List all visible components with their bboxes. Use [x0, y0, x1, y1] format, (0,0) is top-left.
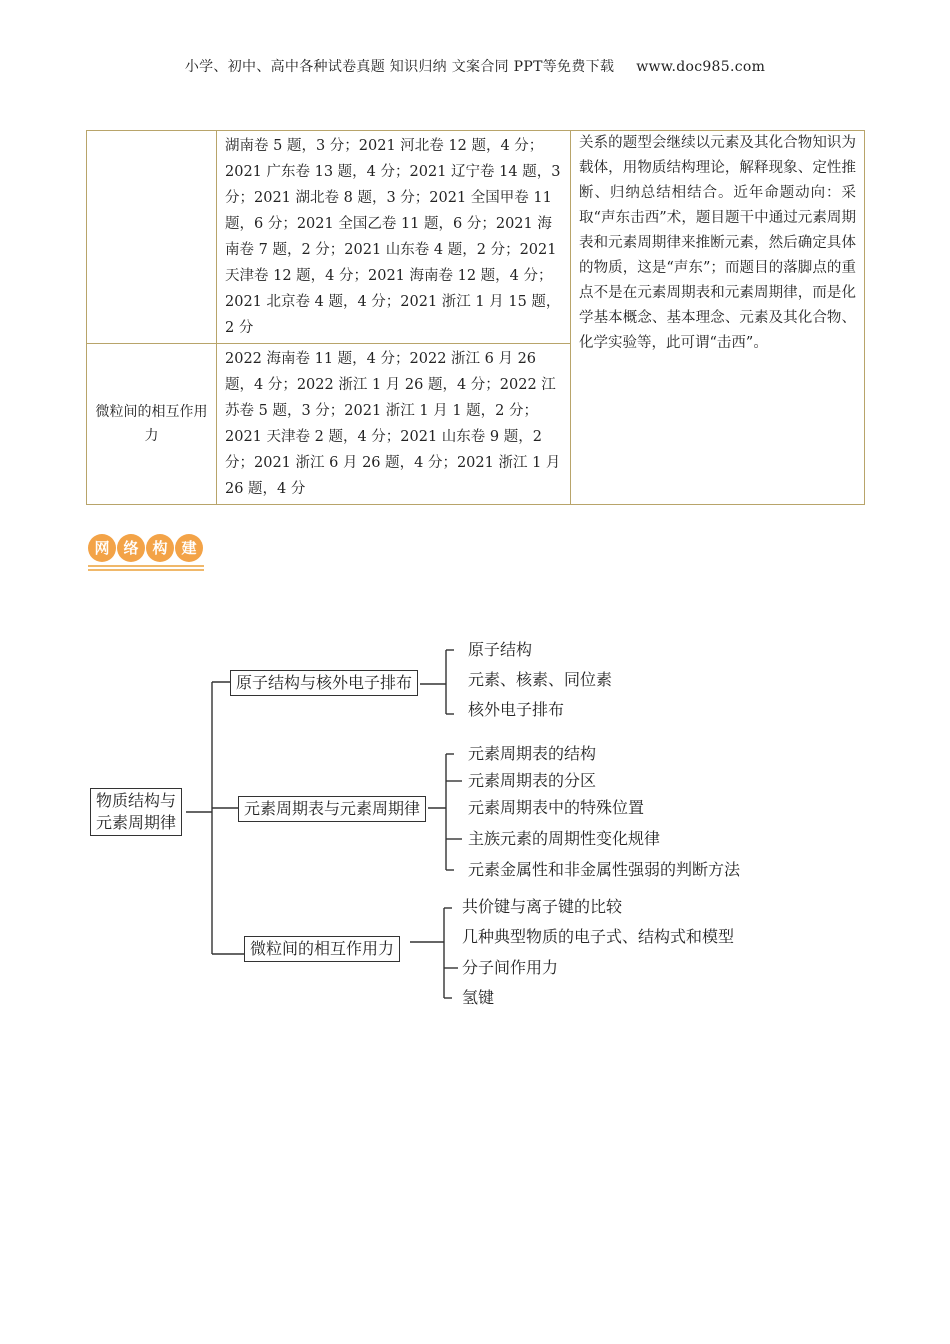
leaf-item: 共价键与离子键的比较 [462, 897, 623, 916]
root-line: 元素周期律 [96, 813, 177, 832]
badge-char: 建 [175, 534, 203, 562]
leaf-item: 分子间作用力 [462, 958, 559, 977]
leaf-item: 主族元素的周期性变化规律 [468, 829, 661, 848]
root-line: 物质结构与 [96, 791, 177, 810]
branch-interparticle-forces: 微粒间的相互作用力 [244, 936, 400, 962]
exams-cell: 2022 海南卷 11 题，4 分；2022 浙江 6 月 26 题，4 分；2022 浙江 1 月 26 题，4 分；2022 江苏卷 5 题，3 分；2021 浙江 1 月 1 题，2 分；2021 天津卷 2 题，4 分；2021 山东卷 9 题，2 分；2021 浙江 6 月 26 题，4 分；2021 浙江 1 月 26 题，4 分 [217, 344, 571, 505]
leaf-item: 核外电子排布 [468, 700, 565, 719]
leaf-item: 元素周期表中的特殊位置 [468, 798, 645, 817]
trend-cell: 关系的题型会继续以元素及其化合物知识为载体，用物质结构理论，解释现象、定性推断、归纳总结相结合。近年命题动向：采取“声东击西”术，题目题干中通过元素周期表和元素周期律来推断元素，然后确定具体的物质，这是“声东”；而题目的落脚点的重点不是在元素周期表和元素周期律，而是化学基本概念、基本理念、元素及其化合物、化学实验等，此可谓“击西”。 [571, 131, 865, 505]
table-row [87, 131, 865, 344]
badge-char: 络 [117, 534, 145, 562]
leaf-item: 几种典型物质的电子式、结构式和模型 [462, 927, 735, 946]
section-badge [88, 532, 204, 570]
leaf-item: 元素周期表的分区 [468, 771, 597, 790]
mind-map-connectors [80, 620, 780, 1020]
leaf-item: 元素金属性和非金属性强弱的判断方法 [468, 860, 741, 879]
header-site-link[interactable]: www.doc985.com [636, 59, 766, 75]
badge-char: 构 [146, 534, 174, 562]
leaf-item: 元素、核素、同位素 [468, 670, 613, 689]
leaf-item: 氢键 [462, 988, 495, 1007]
branch-atomic-structure: 原子结构与核外电子排布 [230, 670, 418, 696]
leaf-item: 原子结构 [468, 640, 533, 659]
mind-map-root [90, 788, 182, 836]
badge-char: 网 [88, 534, 116, 562]
badge-underline [88, 565, 204, 567]
mind-map [80, 620, 780, 1020]
page-header [0, 56, 950, 76]
topic-cell [87, 131, 217, 344]
branch-periodic-table: 元素周期表与元素周期律 [238, 796, 426, 822]
badge-underline [88, 569, 204, 571]
exams-cell: 湖南卷 5 题，3 分；2021 河北卷 12 题，4 分；2021 广东卷 13 题，4 分；2021 辽宁卷 14 题，3 分；2021 湖北卷 8 题，3 分；2021 全国甲卷 11 题，6 分；2021 全国乙卷 11 题，6 分；2021 海南卷 7 题，2 分；2021 山东卷 4 题，2 分；2021 天津卷 12 题，4 分；2021 海南卷 12 题，4 分；2021 北京卷 4 题，4 分；2021 浙江 1 月 15 题，2 分 [217, 131, 571, 344]
leaf-item: 元素周期表的结构 [468, 744, 597, 763]
exam-table [86, 130, 865, 505]
header-text: 小学、初中、高中各种试卷真题 知识归纳 文案合同 PPT等免费下载 [184, 59, 615, 75]
topic-cell: 微粒间的相互作用力 [87, 344, 217, 505]
